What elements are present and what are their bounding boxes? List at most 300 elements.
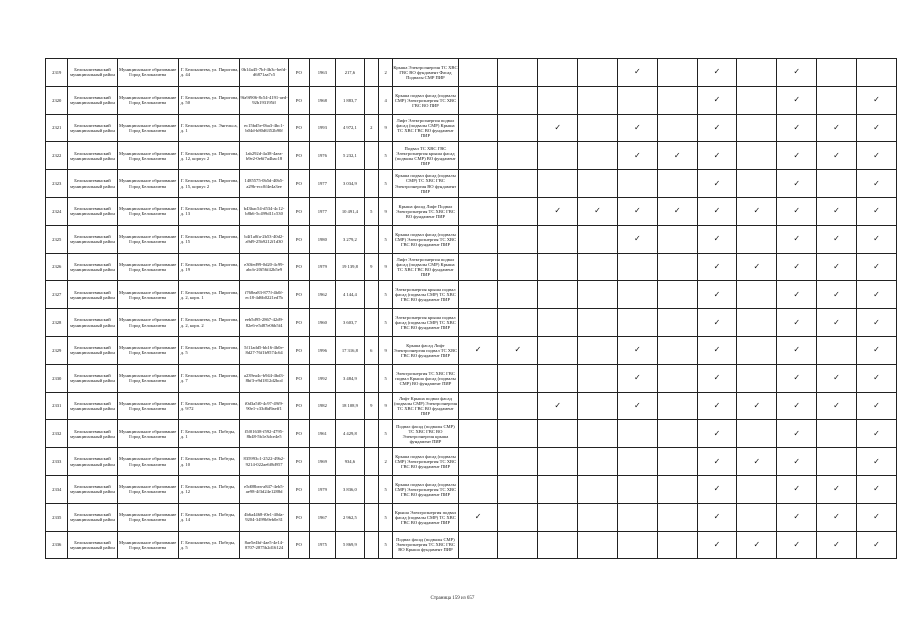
works-cell: Крыша подвал фасад (подвалы СМР) Электроэнергия ТС ХВС ГВС ВО фундамент ПИР	[393, 475, 458, 503]
check-cell	[856, 364, 896, 392]
check-cell	[578, 86, 618, 114]
house-code-cell: 0b14a45-7bf-4b3c-befd-d6871aa7c5	[240, 59, 289, 87]
check-cell	[737, 253, 777, 281]
year-cell: 1993	[309, 114, 336, 142]
works-cell: Крыша подвал фасад (подвалы СМР) ТС ХВС ГВС Электроэнергия ВО фундамент ПИР	[393, 170, 458, 198]
check-mark-icon: ✓	[713, 539, 721, 549]
check-cell	[538, 420, 578, 448]
lifts-cell: 9	[364, 392, 378, 420]
address-cell: Г. Белокалитва, ул. Пирогова, д. 5	[178, 336, 239, 364]
year-cell: 1977	[309, 170, 336, 198]
check-cell	[657, 86, 697, 114]
check-cell	[817, 197, 857, 225]
district-cell: Белокалитвинский муниципальный район	[68, 336, 117, 364]
check-cell	[578, 170, 618, 198]
type-cell: РО	[289, 281, 309, 309]
area-cell: 19 139,8	[336, 253, 365, 281]
check-mark-icon: ✓	[793, 289, 801, 299]
check-mark-icon: ✓	[873, 206, 880, 216]
house-code-cell: e30fed99-0d20-4c99-abcb-20f56f42b5e9	[240, 253, 289, 281]
row-number: 2321	[46, 114, 68, 142]
check-mark-icon: ✓	[833, 512, 840, 522]
page-footer: Страница 159 из 657	[430, 596, 475, 601]
year-cell: 1961	[309, 420, 336, 448]
check-cell	[538, 114, 578, 142]
municipality-cell: Муниципальное образование Город Белокалитва	[117, 86, 178, 114]
check-cell	[657, 503, 697, 531]
check-mark-icon: ✓	[474, 345, 482, 355]
address-cell: Г. Белокалитва, ул. Победы, д. 1	[178, 420, 239, 448]
check-mark-icon: ✓	[713, 317, 721, 327]
row-number: 2329	[46, 336, 68, 364]
check-cell	[617, 253, 657, 281]
year-cell: 1975	[309, 531, 336, 559]
check-cell	[737, 475, 777, 503]
check-cell	[817, 364, 857, 392]
table-row	[46, 142, 897, 170]
check-cell	[777, 142, 817, 170]
area-cell: 4 972,1	[336, 114, 365, 142]
year-cell: 1992	[309, 364, 336, 392]
row-number: 2325	[46, 225, 68, 253]
check-mark-icon: ✓	[833, 206, 840, 216]
check-cell	[617, 281, 657, 309]
check-mark-icon: ✓	[713, 400, 721, 410]
check-cell	[458, 392, 498, 420]
area-cell: 1 883,7	[336, 86, 365, 114]
works-cell: Крыша подвал фасад (подвалы СМР) Электроэнергия ТС ХВС ГВС ВО ПИР	[393, 86, 458, 114]
row-number: 2324	[46, 197, 68, 225]
check-mark-icon: ✓	[713, 234, 721, 244]
row-number: 2331	[46, 392, 68, 420]
check-cell	[657, 392, 697, 420]
check-cell	[697, 170, 737, 198]
row-number: 2323	[46, 170, 68, 198]
check-cell	[697, 114, 737, 142]
district-cell: Белокалитвинский муниципальный район	[68, 392, 117, 420]
municipality-cell: Муниципальное образование Город Белокалитва	[117, 225, 178, 253]
check-cell	[737, 86, 777, 114]
check-cell	[777, 197, 817, 225]
floors-cell: 4	[378, 86, 392, 114]
year-cell: 1963	[309, 59, 336, 87]
district-cell: Белокалитвинский муниципальный район	[68, 225, 117, 253]
floors-cell: 5	[378, 364, 392, 392]
type-cell: РО	[289, 448, 309, 476]
check-cell	[498, 86, 538, 114]
check-mark-icon: ✓	[793, 261, 801, 271]
district-cell: Белокалитвинский муниципальный район	[68, 531, 117, 559]
check-cell	[498, 364, 538, 392]
municipality-cell: Муниципальное образование Город Белокалитва	[117, 142, 178, 170]
check-mark-icon: ✓	[793, 67, 801, 77]
district-cell: Белокалитвинский муниципальный район	[68, 253, 117, 281]
type-cell: РО	[289, 420, 309, 448]
check-cell	[617, 86, 657, 114]
year-cell: 1960	[309, 309, 336, 337]
floors-cell: 5	[378, 225, 392, 253]
check-cell	[458, 142, 498, 170]
check-cell	[578, 503, 618, 531]
check-mark-icon: ✓	[673, 206, 681, 216]
works-cell: Электроэнергия крыша подвал фасад (подвалы СМР) ТС ХВС ГВС ВО фундамент ПИР	[393, 281, 458, 309]
area-cell: 3 279,2	[336, 225, 365, 253]
check-mark-icon: ✓	[833, 289, 840, 299]
check-cell	[856, 197, 896, 225]
check-mark-icon: ✓	[793, 95, 801, 105]
check-mark-icon: ✓	[873, 234, 880, 244]
check-mark-icon: ✓	[753, 206, 761, 216]
check-cell	[538, 170, 578, 198]
works-cell: Крыша подвал фасад (подвалы СМР) Электроэнергия ТС ХВС ГВС ВО фундамент ПИР	[393, 225, 458, 253]
type-cell: РО	[289, 225, 309, 253]
check-mark-icon: ✓	[554, 122, 562, 132]
check-cell	[538, 392, 578, 420]
check-cell	[697, 142, 737, 170]
table-row	[46, 531, 897, 559]
lifts-cell	[364, 225, 378, 253]
check-mark-icon: ✓	[793, 206, 801, 216]
works-cell: Электроэнергия крыша подвал фасад (подвалы СМР) ТС ХВС ГВС ВО фундамент ПИР	[393, 309, 458, 337]
check-cell	[697, 420, 737, 448]
row-number: 2334	[46, 475, 68, 503]
check-cell	[538, 197, 578, 225]
check-cell	[657, 531, 697, 559]
check-cell	[657, 170, 697, 198]
house-code-cell: b43bac54-d534-4c12-b8b6-5c499d11c530	[240, 197, 289, 225]
check-cell	[458, 448, 498, 476]
check-mark-icon: ✓	[634, 234, 641, 244]
check-cell	[737, 364, 777, 392]
check-cell	[777, 420, 817, 448]
check-cell	[617, 531, 657, 559]
check-cell	[777, 475, 817, 503]
check-cell	[617, 420, 657, 448]
check-mark-icon: ✓	[833, 373, 840, 383]
check-cell	[817, 336, 857, 364]
address-cell: Г. Белокалитва, ул. Пирогова, д. 15	[178, 225, 239, 253]
district-cell: Белокалитвинский муниципальный район	[68, 281, 117, 309]
check-mark-icon: ✓	[634, 373, 641, 383]
type-cell: РО	[289, 114, 309, 142]
check-cell	[657, 364, 697, 392]
table-row	[46, 336, 897, 364]
district-cell: Белокалитвинский муниципальный район	[68, 364, 117, 392]
type-cell: РО	[289, 59, 309, 87]
floors-cell: 9	[378, 392, 392, 420]
check-cell	[697, 86, 737, 114]
check-cell	[697, 225, 737, 253]
lifts-cell: 6	[364, 336, 378, 364]
type-cell: РО	[289, 336, 309, 364]
check-mark-icon: ✓	[833, 261, 840, 271]
type-cell: РО	[289, 170, 309, 198]
check-cell	[458, 225, 498, 253]
municipality-cell: Муниципальное образование Город Белокалитва	[117, 503, 178, 531]
check-mark-icon: ✓	[634, 150, 641, 160]
check-cell	[856, 448, 896, 476]
check-cell	[578, 336, 618, 364]
type-cell: РО	[289, 364, 309, 392]
house-code-cell: 1485575-0b5d-40b5-a29b-ecc0f4e4a3ee	[240, 170, 289, 198]
check-cell	[538, 503, 578, 531]
check-cell	[737, 309, 777, 337]
check-cell	[856, 475, 896, 503]
check-cell	[458, 86, 498, 114]
check-cell	[458, 531, 498, 559]
municipality-cell: Муниципальное образование Город Белокалитва	[117, 336, 178, 364]
check-mark-icon: ✓	[793, 512, 801, 522]
check-mark-icon: ✓	[753, 539, 761, 549]
check-cell	[777, 281, 817, 309]
house-code-cell: 1ab292d-4a38-4aea-b9e2-0e6f7a4bac18	[240, 142, 289, 170]
check-mark-icon: ✓	[793, 456, 801, 466]
check-cell	[617, 503, 657, 531]
check-cell	[856, 281, 896, 309]
check-cell	[737, 225, 777, 253]
check-cell	[657, 281, 697, 309]
check-mark-icon: ✓	[793, 539, 801, 549]
check-cell	[817, 309, 857, 337]
check-cell	[617, 392, 657, 420]
municipality-cell: Муниципальное образование Город Белокалитва	[117, 475, 178, 503]
lifts-cell	[364, 281, 378, 309]
house-code-cell: ec15bd5e-0ba3-4bc1-b04d-b80d6352b90f	[240, 114, 289, 142]
type-cell: РО	[289, 253, 309, 281]
floors-cell: 5	[378, 531, 392, 559]
house-code-cell: f768ea83-877f-4b0f-ec18-4d6b0221ed7b	[240, 281, 289, 309]
check-mark-icon: ✓	[713, 150, 721, 160]
check-cell	[817, 531, 857, 559]
lifts-cell	[364, 448, 378, 476]
house-code-cell: 5f11add5-bb16-4b0e-8d27-76f1b9574c64	[240, 336, 289, 364]
lifts-cell	[364, 142, 378, 170]
year-cell: 1967	[309, 503, 336, 531]
check-mark-icon: ✓	[713, 456, 721, 466]
check-cell	[498, 281, 538, 309]
check-cell	[856, 170, 896, 198]
house-code-cell: 8ae5e4bf-4ae5-4e14-8707-2875b2d16124	[240, 531, 289, 559]
check-cell	[817, 114, 857, 142]
check-cell	[498, 448, 538, 476]
house-code-cell: 4b6a4468-f0e1-40da-9204-3499b9eb0e31	[240, 503, 289, 531]
check-cell	[617, 309, 657, 337]
check-cell	[777, 531, 817, 559]
check-cell	[617, 225, 657, 253]
check-cell	[657, 225, 697, 253]
check-cell	[498, 197, 538, 225]
municipality-cell: Муниципальное образование Город Белокалитва	[117, 392, 178, 420]
check-mark-icon: ✓	[833, 150, 840, 160]
type-cell: РО	[289, 309, 309, 337]
check-cell	[657, 448, 697, 476]
check-mark-icon: ✓	[873, 178, 880, 188]
row-number: 2319	[46, 59, 68, 87]
check-cell	[498, 336, 538, 364]
district-cell: Белокалитвинский муниципальный район	[68, 170, 117, 198]
check-cell	[578, 142, 618, 170]
house-code-cell: f0d3a5f0-4c97-49f9-90e1-c33d6d9aeff1	[240, 392, 289, 420]
floors-cell: 9	[378, 197, 392, 225]
check-cell	[856, 253, 896, 281]
table-row	[46, 86, 897, 114]
district-cell: Белокалитвинский муниципальный район	[68, 448, 117, 476]
check-cell	[498, 531, 538, 559]
check-cell	[578, 420, 618, 448]
district-cell: Белокалитвинский муниципальный район	[68, 86, 117, 114]
check-cell	[737, 114, 777, 142]
year-cell: 1968	[309, 86, 336, 114]
district-cell: Белокалитвинский муниципальный район	[68, 197, 117, 225]
check-cell	[856, 336, 896, 364]
table-row	[46, 503, 897, 531]
check-cell	[817, 392, 857, 420]
municipality-cell: Муниципальное образование Город Белокалитва	[117, 114, 178, 142]
works-cell: Подвал ТС ХВС ГВС Электроэнергия крыша фасад (подвалы СМР) ВО фундамент ПИР	[393, 142, 458, 170]
check-cell	[777, 86, 817, 114]
check-mark-icon: ✓	[873, 95, 880, 105]
check-cell	[856, 59, 896, 87]
check-cell	[697, 336, 737, 364]
check-mark-icon: ✓	[873, 428, 880, 438]
check-mark-icon: ✓	[713, 373, 721, 383]
check-mark-icon: ✓	[873, 400, 880, 410]
works-cell: Крыша фасад Лифт Подвал Электроэнергия ТС ХВС ГВС ВО фундамент ПИР	[393, 197, 458, 225]
check-cell	[737, 142, 777, 170]
check-cell	[697, 281, 737, 309]
lifts-cell: 5	[364, 197, 378, 225]
check-mark-icon: ✓	[793, 484, 801, 494]
municipality-cell: Муниципальное образование Город Белокалитва	[117, 364, 178, 392]
works-cell: Электроэнергия ТС ХВС ГВС подвал Крыша фасад (подвалы СМР) ВО фундамент ПИР	[393, 364, 458, 392]
check-mark-icon: ✓	[873, 539, 880, 549]
check-mark-icon: ✓	[514, 345, 522, 355]
check-cell	[817, 281, 857, 309]
lifts-cell	[364, 364, 378, 392]
municipality-cell: Муниципальное образование Город Белокалитва	[117, 170, 178, 198]
check-cell	[538, 253, 578, 281]
check-cell	[617, 197, 657, 225]
address-cell: Г. Белокалитва, ул. Энгельса, д. 1	[178, 114, 239, 142]
check-mark-icon: ✓	[793, 400, 801, 410]
check-cell	[817, 475, 857, 503]
check-mark-icon: ✓	[833, 234, 840, 244]
floors-cell: 9	[378, 336, 392, 364]
check-cell	[697, 392, 737, 420]
address-cell: Г. Белокалитва, ул. Пирогова, д. 12, корпус 2	[178, 142, 239, 170]
area-cell: 10 491,4	[336, 197, 365, 225]
year-cell: 1979	[309, 475, 336, 503]
check-mark-icon: ✓	[634, 122, 641, 132]
check-cell	[458, 364, 498, 392]
check-cell	[617, 336, 657, 364]
check-cell	[817, 225, 857, 253]
house-code-cell: 9fa9f906-8c54-4191-aed-92b193195ff	[240, 86, 289, 114]
check-cell	[458, 197, 498, 225]
address-cell: Г. Белокалитва, ул. Пирогова, д. 2, корп. 1	[178, 281, 239, 309]
row-number: 2326	[46, 253, 68, 281]
district-cell: Белокалитвинский муниципальный район	[68, 59, 117, 87]
year-cell: 1980	[309, 225, 336, 253]
check-mark-icon: ✓	[873, 345, 880, 355]
table-row	[46, 281, 897, 309]
check-cell	[578, 281, 618, 309]
row-number: 2320	[46, 86, 68, 114]
check-mark-icon: ✓	[873, 261, 880, 271]
check-cell	[737, 170, 777, 198]
floors-cell: 5	[378, 420, 392, 448]
type-cell: РО	[289, 503, 309, 531]
check-cell	[458, 114, 498, 142]
row-number: 2328	[46, 309, 68, 337]
check-mark-icon: ✓	[873, 289, 880, 299]
check-cell	[856, 420, 896, 448]
table-row	[46, 448, 897, 476]
check-cell	[498, 503, 538, 531]
check-mark-icon: ✓	[833, 539, 840, 549]
municipality-cell: Муниципальное образование Город Белокалитва	[117, 531, 178, 559]
works-cell: Крыша подвал фасад (подвалы СМР) Электроэнергия ТС ХВС ГВС ВО фундамент ПИР	[393, 448, 458, 476]
check-cell	[737, 281, 777, 309]
row-number: 2330	[46, 364, 68, 392]
check-cell	[777, 503, 817, 531]
floors-cell: 9	[378, 114, 392, 142]
table-row	[46, 170, 897, 198]
check-cell	[856, 114, 896, 142]
check-cell	[737, 503, 777, 531]
table-row	[46, 309, 897, 337]
check-cell	[657, 197, 697, 225]
check-cell	[578, 364, 618, 392]
check-mark-icon: ✓	[873, 373, 880, 383]
check-mark-icon: ✓	[873, 456, 880, 466]
check-mark-icon: ✓	[833, 400, 840, 410]
area-cell: 4 144,4	[336, 281, 365, 309]
address-cell: Г. Белокалитва, ул. Пирогова, д. 19	[178, 253, 239, 281]
check-cell	[578, 59, 618, 87]
works-cell: Крыша Электроэнергия ТС ХВС ГВС ВО фундамент Фасад Подвалы СМР ПИР	[393, 59, 458, 87]
check-mark-icon: ✓	[793, 178, 801, 188]
check-cell	[777, 392, 817, 420]
area-cell: 3 603,7	[336, 309, 365, 337]
check-mark-icon: ✓	[634, 345, 641, 355]
check-mark-icon: ✓	[474, 512, 482, 522]
check-cell	[538, 336, 578, 364]
check-cell	[657, 420, 697, 448]
district-cell: Белокалитвинский муниципальный район	[68, 142, 117, 170]
check-cell	[777, 448, 817, 476]
check-cell	[657, 309, 697, 337]
area-cell: 3 836,0	[336, 475, 365, 503]
check-cell	[777, 225, 817, 253]
check-mark-icon: ✓	[713, 261, 721, 271]
check-mark-icon: ✓	[873, 512, 880, 522]
check-mark-icon: ✓	[873, 150, 880, 160]
register-table	[45, 58, 897, 559]
check-cell	[538, 281, 578, 309]
row-number: 2322	[46, 142, 68, 170]
municipality-cell: Муниципальное образование Город Белокалитва	[117, 59, 178, 87]
check-cell	[578, 197, 618, 225]
check-cell	[538, 364, 578, 392]
check-cell	[697, 448, 737, 476]
lifts-cell	[364, 86, 378, 114]
row-number: 2332	[46, 420, 68, 448]
row-number: 2333	[46, 448, 68, 476]
check-mark-icon: ✓	[713, 67, 721, 77]
check-cell	[578, 392, 618, 420]
area-cell: 18 108,9	[336, 392, 365, 420]
